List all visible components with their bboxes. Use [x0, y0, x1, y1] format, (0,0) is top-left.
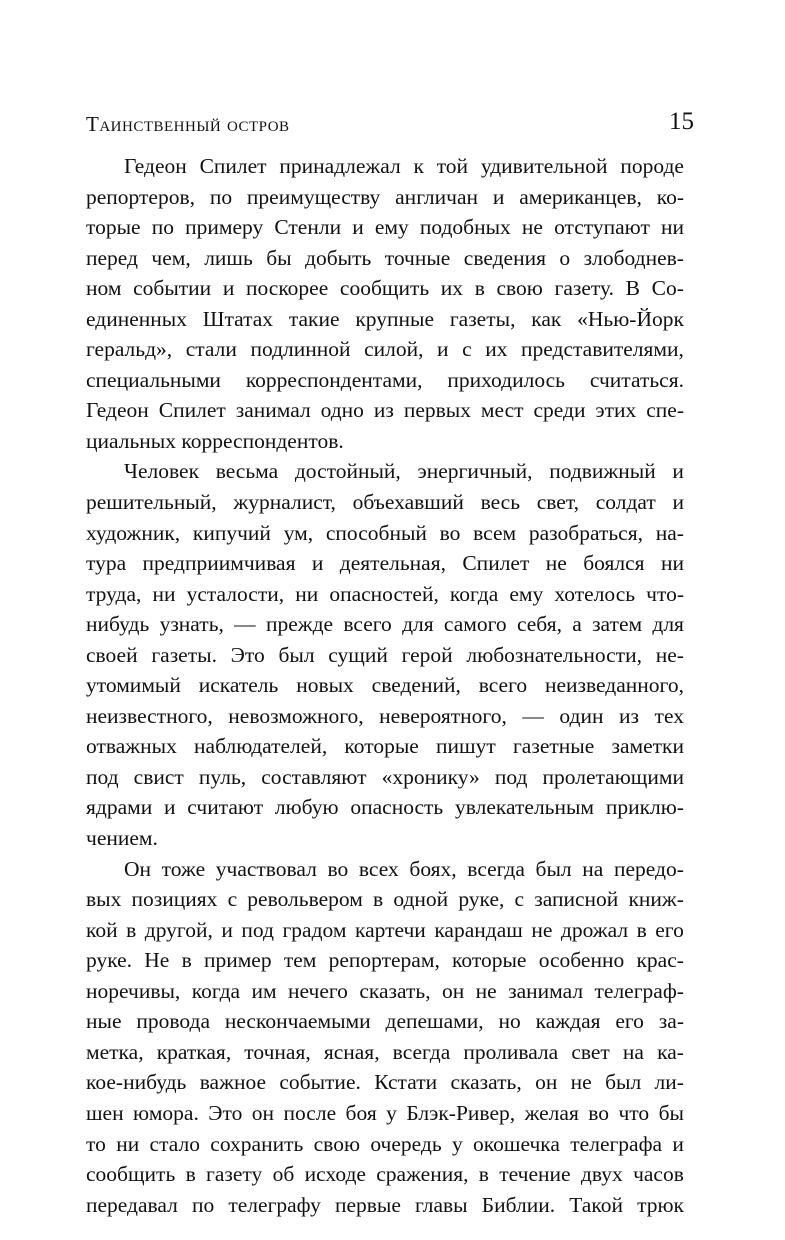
text-line: единенных Штатах такие крупные газеты, как «Нью-Йорк: [86, 306, 684, 331]
book-title: Таинственный остров: [86, 112, 290, 136]
paragraph: [86, 151, 684, 456]
text-line: Человек весьма достойный, энергичный, подвижный и: [124, 459, 684, 484]
text-line: утомимый искатель новых сведений, всего неизведанного,: [86, 673, 684, 698]
text-line: передавал по телеграфу первые главы Библии. Такой трюк: [86, 1192, 684, 1217]
text-line: ные провода нескончаемыми депешами, но каждая его за-: [86, 1009, 684, 1034]
text-line: перед чем, лишь бы добыть точные сведения о злободнев-: [86, 245, 684, 270]
text-line: тура предприимчивая и деятельная, Спилет не боялся ни: [86, 551, 684, 576]
text-line: репортеров, по преимуществу англичан и американцев, ко-: [86, 184, 684, 209]
text-line: нибудь узнать, — прежде всего для самого себя, а затем для: [86, 612, 684, 637]
text-line: вых позициях с револьвером в одной руке, с записной книж-: [86, 887, 684, 912]
text-line: шен юмора. Это он после боя у Блэк-Ривер, желая во что бы: [86, 1100, 684, 1125]
text-line: решительный, журналист, объехавший весь свет, солдат и: [86, 490, 684, 515]
body-text: [86, 151, 684, 1220]
text-line: чением.: [86, 826, 158, 851]
text-line: Он тоже участвовал во всех боях, всегда был на передо-: [124, 856, 684, 881]
paragraph: [86, 456, 684, 853]
text-line: труда, ни усталости, ни опасностей, когда ему хотелось что-: [86, 581, 684, 606]
page-number: 15: [669, 108, 694, 135]
text-line: геральд», стали подлинной силой, и с их представителями,: [86, 337, 684, 362]
text-line: Гедеон Спилет принадлежал к той удивительной породе: [124, 154, 684, 178]
text-line: норечивы, когда им нечего сказать, он не занимал телеграф-: [86, 978, 684, 1003]
text-line: то ни стало сохранить свою очередь у окошечка телеграфа и: [86, 1131, 684, 1156]
text-line: художник, кипучий ум, способный во всем разобраться, на-: [86, 520, 684, 545]
text-line: неизвестного, невозможного, невероятного, — один из тех: [86, 703, 684, 728]
text-line: торые по примеру Стенли и ему подобных не отступают ни: [86, 215, 684, 240]
text-line: сообщить в газету об исходе сражения, в течение двух часов: [86, 1162, 684, 1187]
text-line: кое-нибудь важное событие. Кстати сказать, он не был ли-: [86, 1070, 684, 1095]
text-line: ядрами и считают любую опасность увлекательным приклю-: [86, 795, 684, 820]
text-line: отважных наблюдателей, которые пишут газетные заметки: [86, 734, 684, 759]
text-line: кой в другой, и под градом картечи карандаш не дрожал в его: [86, 917, 684, 942]
text-line: специальными корреспондентами, приходилось считаться.: [86, 367, 684, 392]
running-head: [86, 108, 694, 142]
text-line: Гедеон Спилет занимал одно из первых мест среди этих спе-: [86, 398, 684, 423]
paragraph: [86, 854, 684, 1221]
text-line: руке. Не в пример тем репортерам, которые особенно крас-: [86, 948, 684, 973]
text-line: своей газеты. Это был сущий герой любознательности, не-: [86, 642, 684, 667]
text-line: метка, краткая, точная, ясная, всегда проливала свет на ка-: [86, 1039, 684, 1064]
text-line: ном событии и поскорее сообщить их в свою газету. В Со-: [86, 276, 684, 301]
text-line: циальных корреспондентов.: [86, 428, 344, 453]
text-line: под свист пуль, составляют «хронику» под пролетающими: [86, 764, 684, 789]
